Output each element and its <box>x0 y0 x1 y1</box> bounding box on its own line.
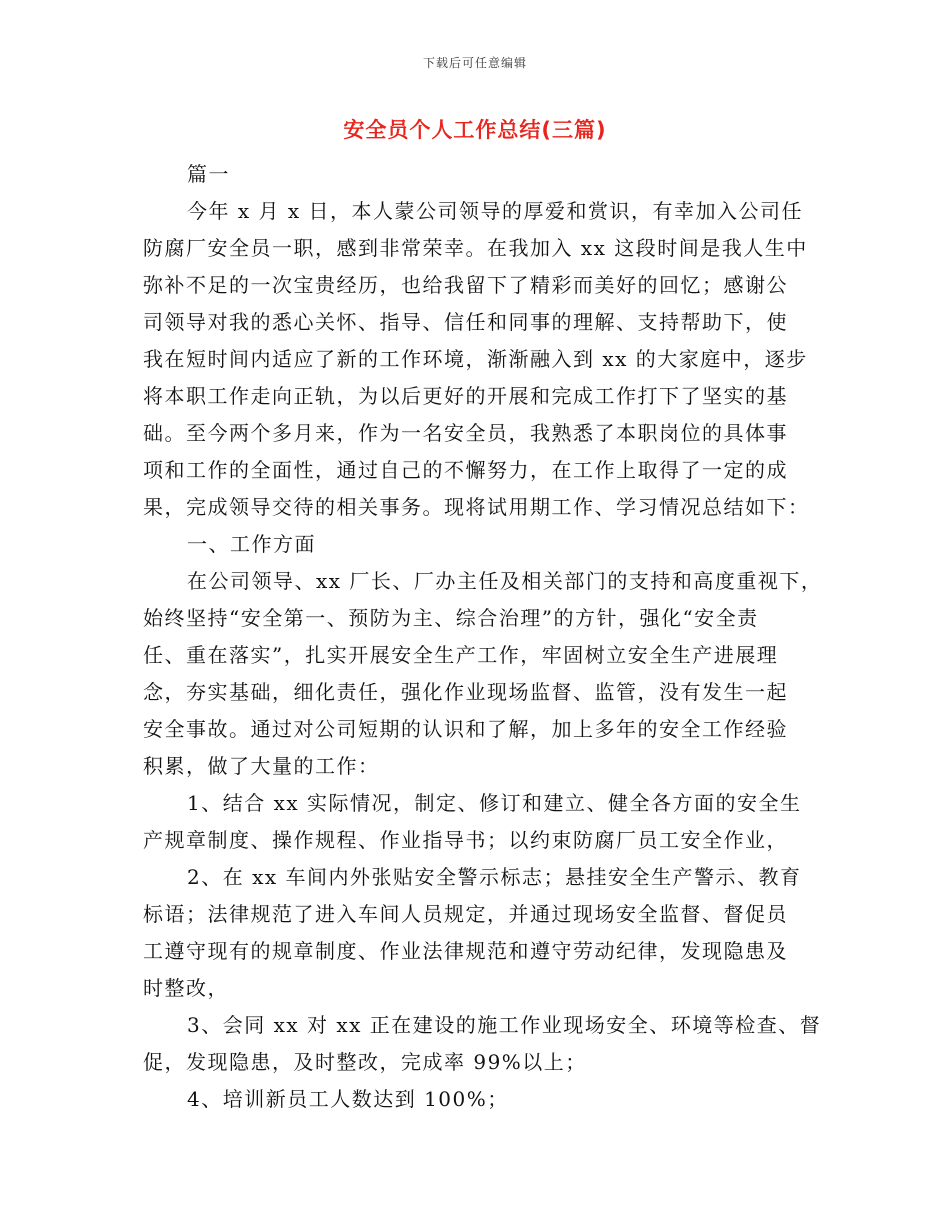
body-text <box>143 156 823 1118</box>
text-line: 4、培训新员工人数达到 100%； <box>187 1087 509 1111</box>
header-note: 下载后可任意编辑 <box>422 56 527 70</box>
text-line: 项和工作的全面性，通过自己的不懈努力，在工作上取得了一定的成 <box>143 458 788 482</box>
text-line: 2、在 xx 车间内外张贴安全警示标志；悬挂安全生产警示、教育 <box>187 865 802 889</box>
text-line: 安全事故。通过对公司短期的认识和了解，加上多年的安全工作经验 <box>143 717 788 741</box>
text-line: 标语；法律规范了进入车间人员规定，并通过现场安全监督、督促员 <box>143 902 788 926</box>
text-line: 今年 x 月 x 日，本人蒙公司领导的厚爱和赏识，有幸加入公司任 <box>187 199 803 223</box>
text-line: 产规章制度、操作规程、作业指导书；以约束防腐厂员工安全作业， <box>143 828 788 852</box>
text-line: 一、工作方面 <box>187 532 316 556</box>
text-line: 积累，做了大量的工作： <box>143 754 380 778</box>
text-line: 始终坚持“安全第一、预防为主、综合治理”的方针，强化“安全责 <box>143 606 759 630</box>
text-line: 工遵守现有的规章制度、作业法律规范和遵守劳动纪律，发现隐患及 <box>143 939 788 963</box>
text-line: 果，完成领导交待的相关事务。现将试用期工作、学习情况总结如下： <box>143 495 810 519</box>
text-line: 时整改， <box>143 976 229 1000</box>
text-line: 司领导对我的悉心关怀、指导、信任和同事的理解、支持帮助下，使 <box>143 310 788 334</box>
text-line: 础。至今两个多月来，作为一名安全员，我熟悉了本职岗位的具体事 <box>143 421 788 445</box>
text-line: 将本职工作走向正轨，为以后更好的开展和完成工作打下了坚实的基 <box>143 384 788 408</box>
text-line: 1、结合 xx 实际情况，制定、修订和建立、健全各方面的安全生 <box>187 791 802 815</box>
text-line: 弥补不足的一次宝贵经历，也给我留下了精彩而美好的回忆；感谢公 <box>143 273 788 297</box>
text-line: 任、重在落实”，扎实开展安全生产工作，牢固树立安全生产进展理 <box>143 643 779 667</box>
text-line: 防腐厂安全员一职，感到非常荣幸。在我加入 xx 这段时间是我人生中 <box>143 236 808 260</box>
text-line: 篇一 <box>187 162 230 186</box>
text-line: 促，发现隐患，及时整改，完成率 99%以上； <box>143 1050 587 1074</box>
text-line: 3、会同 xx 对 xx 正在建设的施工作业现场安全、环境等检查、督 <box>187 1013 822 1037</box>
text-line: 我在短时间内适应了新的工作环境，渐渐融入到 xx 的大家庭中，逐步 <box>143 347 808 371</box>
text-line: 在公司领导、xx 厂长、厂办主任及相关部门的支持和高度重视下， <box>187 569 823 593</box>
text-line: 念，夯实基础，细化责任，强化作业现场监督、监管，没有发生一起 <box>143 680 788 704</box>
document-title: 安全员个人工作总结(三篇) <box>343 118 607 142</box>
